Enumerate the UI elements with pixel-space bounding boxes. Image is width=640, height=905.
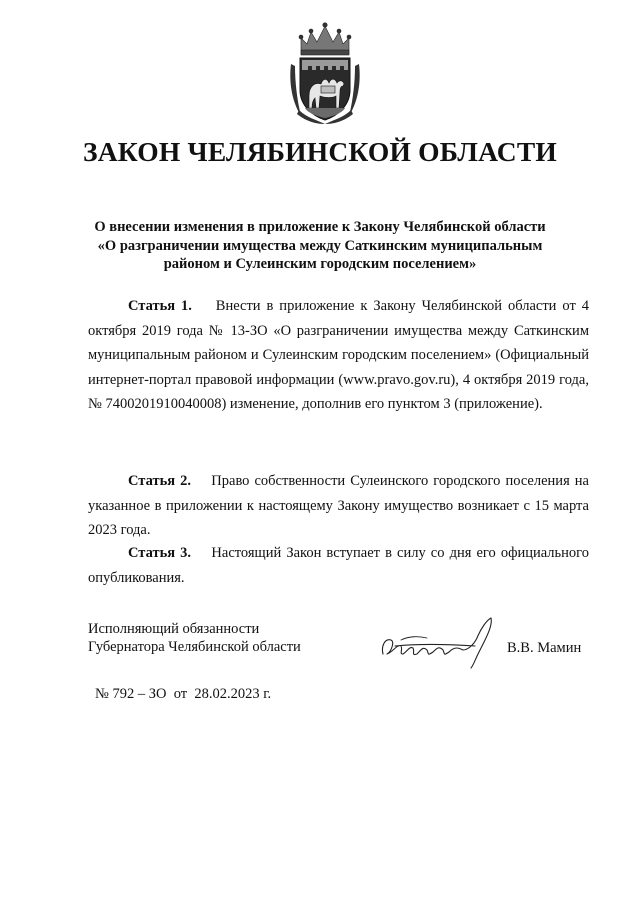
article-label: Статья 2.: [128, 473, 192, 489]
signatory-role: [88, 620, 301, 656]
article-label: Статья 1.: [128, 298, 192, 314]
document-subtitle: [0, 218, 640, 274]
article-label: Статья 3.: [128, 545, 192, 561]
signatory-role-line: Губернатора Челябинской области: [88, 639, 301, 655]
signatory-role-line: Исполняющий обязанности: [88, 621, 260, 637]
signatory-name: В.В. Мамин: [507, 640, 582, 656]
subtitle-line: «О разграничении имущества между Саткинским муниципальным: [97, 237, 543, 254]
article-1: [88, 294, 589, 417]
document-number: [95, 686, 271, 703]
document-date: 28.02.2023 г.: [194, 686, 272, 702]
document-number-from: от: [173, 686, 188, 702]
article-2: [88, 469, 589, 543]
document-number-value: № 792 – ЗО: [95, 686, 167, 702]
article-3: [88, 541, 589, 590]
article-text: Внести в приложение к Закону Челябинской области от 4 октября 2019 года № 13-ЗО «О разграничении имущества между Саткинским муниципальным районом и Сулеинским городским поселением» (Официальный интернет-портал правовой информации (www.pravo.gov.ru), 4 октября 2019 года, № 7400201910040008) изменение, дополнив его пунктом 3 (приложение).: [88, 298, 590, 412]
subtitle-line: районом и Сулеинским городским поселением»: [163, 256, 477, 272]
article-text: Право собственности Сулеинского городского поселения на указанное в приложении к настоящему Закону имущество возникает с 15 марта 2023 года.: [88, 473, 589, 538]
article-text: Настоящий Закон вступает в силу со дня его официального опубликования.: [88, 545, 590, 586]
subtitle-line: О внесении изменения в приложение к Закону Челябинской области: [94, 219, 546, 235]
coat-of-arms-icon: [287, 20, 363, 126]
document-title: ЗАКОН ЧЕЛЯБИНСКОЙ ОБЛАСТИ: [83, 136, 557, 167]
handwritten-signature: [375, 610, 500, 670]
